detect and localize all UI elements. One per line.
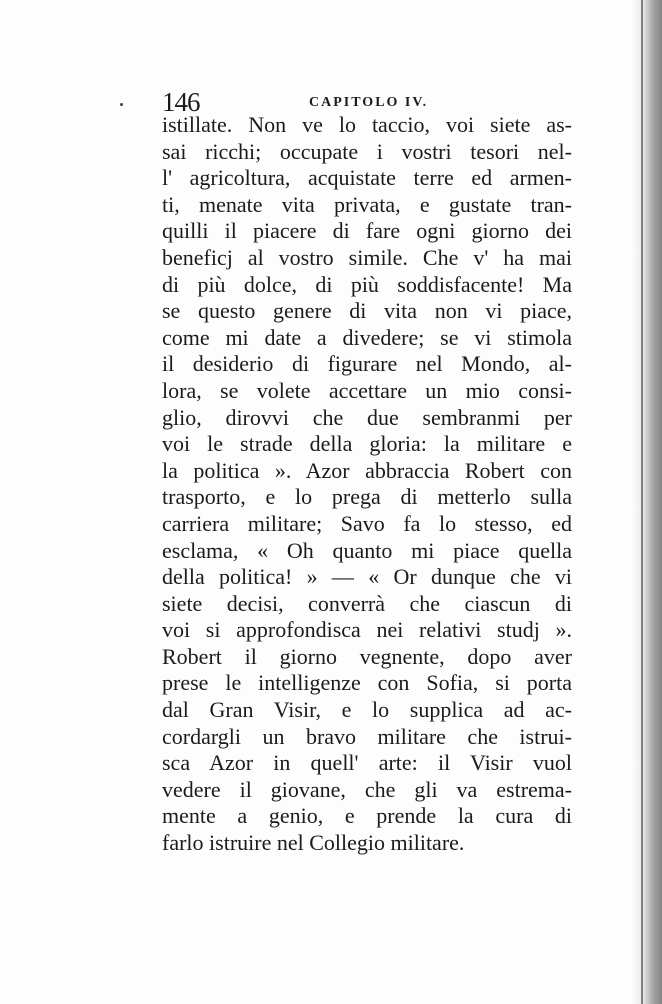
text-line: quilli il piacere di fare ogni giorno dei <box>162 218 572 244</box>
text-line: esclama, « Oh quanto mi piace quella <box>162 537 572 563</box>
text-line: prese le intelligenze con Sofia, si porta <box>162 670 572 696</box>
text-line: istillate. Non ve lo taccio, voi siete as- <box>162 112 572 137</box>
text-line: Robert il giorno vegnente, dopo aver <box>162 643 572 669</box>
text-line: della politica! » — « Or dunque che vi <box>162 564 572 590</box>
text-line: trasporto, e lo prega di metterlo sulla <box>162 484 572 510</box>
text-line: vedere il giovane, che gli va estrema- <box>162 776 572 802</box>
text-line: sai ricchi; occupate i vostri tesori nel- <box>162 138 572 164</box>
text-line: beneficj al vostro simile. Che v' ha mai <box>162 244 572 270</box>
text-line: come mi date a divedere; se vi stimola <box>162 324 572 350</box>
text-line: farlo istruire nel Collegio militare. <box>162 830 465 856</box>
page-gutter-shadow <box>632 0 662 1004</box>
text-line: lora, se volete accettare un mio consi- <box>162 377 572 403</box>
text-line: la politica ». Azor abbraccia Robert con <box>162 457 572 483</box>
text-line: ti, menate vita privata, e gustate tran- <box>162 191 572 217</box>
text-line: siete decisi, converrà che ciascun di <box>162 590 572 616</box>
text-line: sca Azor in quell' arte: il Visir vuol <box>162 750 572 776</box>
text-line: voi le strade della gloria: la militare e <box>162 431 572 457</box>
text-line: glio, dirovvi che due sembranmi per <box>162 404 572 430</box>
text-line: l' agricoltura, acquistate terre ed armen- <box>162 165 572 191</box>
text-line: cordargli un bravo militare che istrui- <box>162 723 572 749</box>
text-line: carriera militare; Savo fa lo stesso, ed <box>162 510 572 536</box>
text-line: dal Gran Visir, e lo supplica ad ac- <box>162 697 572 723</box>
page-edge-line <box>641 0 643 1004</box>
page-number: 146 <box>162 87 200 117</box>
text-line: il desiderio di figurare nel Mondo, al- <box>162 351 572 377</box>
text-line: se questo genere di vita non vi piace, <box>162 298 572 324</box>
text-line: di più dolce, di più soddisfacente! Ma <box>162 271 572 297</box>
ink-speck <box>120 103 123 106</box>
body-text <box>162 112 572 857</box>
chapter-title: CAPITOLO IV. <box>309 95 429 110</box>
text-line: mente a genio, e prende la cura di <box>162 803 572 829</box>
text-line: voi si approfondisca nei relativi studj ». <box>162 617 572 643</box>
